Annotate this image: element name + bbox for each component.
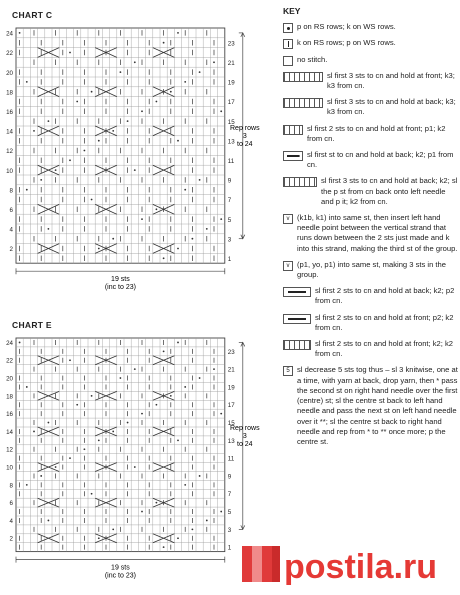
purl-stitch <box>141 110 143 112</box>
row-number: 22 <box>6 50 13 58</box>
row-number: 23 <box>227 40 235 48</box>
row-number: 8 <box>9 482 13 490</box>
purl-stitch <box>48 520 50 522</box>
blank-icon <box>283 56 293 66</box>
key-text: k on RS rows; p on WS rows. <box>297 38 396 48</box>
purl-stitch <box>98 439 100 441</box>
purl-stitch <box>163 42 165 44</box>
purl-stitch <box>84 150 86 152</box>
key-text: sl first 2 sts to cn and hold at back; k2; p2 from cn. <box>315 286 455 306</box>
key-text: sl first 2 sts to cn and hold at front; k2; k2 from cn. <box>315 339 454 359</box>
purl-stitch <box>33 130 35 132</box>
key-item-no-stitch <box>283 55 458 65</box>
key-text: (p1, yo, p1) into same st, making 3 sts in the group. <box>297 259 446 280</box>
row-number: 23 <box>227 348 235 356</box>
purl-stitch <box>170 91 172 93</box>
cable-4-front-icon <box>283 340 311 350</box>
purl-stitch <box>177 439 179 441</box>
row-number: 21 <box>227 366 235 374</box>
row-number: 5 <box>227 216 232 224</box>
key-item-cable-4-front <box>283 339 458 359</box>
watermark-text: postila.ru <box>284 548 438 586</box>
row-number: 4 <box>9 517 13 525</box>
key-text: sl first 2 sts to cn and hold at front; p1; k2 from cn. <box>307 123 446 143</box>
purl-stitch <box>98 140 100 142</box>
row-number: 11 <box>227 455 235 463</box>
row-number: 1 <box>227 256 232 264</box>
row-number: 22 <box>6 357 13 365</box>
purl-stitch <box>134 368 136 370</box>
cable-4-front-purl-icon <box>283 314 311 324</box>
purl-stitch <box>177 32 179 34</box>
logo-mark-icon <box>242 546 280 582</box>
purl-stitch <box>76 101 78 103</box>
purl-stitch <box>112 130 114 132</box>
purl-stitch <box>98 537 100 539</box>
row-number: 3 <box>227 236 232 244</box>
row-number: 16 <box>6 109 13 117</box>
key-item-cable-6-back <box>283 97 458 117</box>
key-text: sl first 3 sts to cn and hold at front; k3; k3 from cn. <box>327 70 455 91</box>
purl-stitch <box>112 238 114 240</box>
key-item-inc-v <box>283 213 458 254</box>
key-item-dec-5 <box>283 365 458 447</box>
key-item-inc-v2 <box>283 260 458 280</box>
purl-stitch <box>127 422 129 424</box>
row-number: 10 <box>6 464 13 472</box>
purl-stitch <box>192 528 194 530</box>
row-number: 19 <box>227 79 235 87</box>
key-item-knit <box>283 38 458 48</box>
purl-stitch <box>156 502 158 504</box>
chart-e-rep-label-3: to 24 <box>237 440 253 448</box>
dec-5-icon: 5 <box>283 366 293 376</box>
row-number: 24 <box>6 30 13 38</box>
row-number: 20 <box>6 375 13 383</box>
purl-stitch <box>98 248 100 250</box>
cable-4-back-purl-icon <box>283 287 311 297</box>
purl-stitch <box>141 218 143 220</box>
purl-stitch <box>177 248 179 250</box>
purl-stitch <box>19 32 21 34</box>
purl-stitch <box>199 71 201 73</box>
purl-stitch <box>69 457 71 459</box>
purl-stitch <box>134 466 136 468</box>
chart-e-inc-label: (inc to 23) <box>104 572 136 580</box>
purl-stitch <box>220 218 222 220</box>
row-number: 15 <box>227 420 235 428</box>
key-text: no stitch. <box>297 54 328 64</box>
purl-stitch <box>55 169 57 171</box>
key-item-cable-6-front <box>283 71 458 91</box>
purl-stitch <box>91 199 93 201</box>
key-item-cable-4-front-purl <box>283 313 458 333</box>
row-number: 9 <box>227 177 232 185</box>
purl-stitch <box>26 484 28 486</box>
row-number: 18 <box>6 89 13 97</box>
purl-stitch <box>134 61 136 63</box>
purl-stitch <box>177 537 179 539</box>
key-text: sl first 3 sts to cn and hold at back; k3; k3 from cn. <box>327 97 456 117</box>
purl-stitch <box>40 475 42 477</box>
inc-v2-icon: v <box>283 261 293 271</box>
row-number: 14 <box>6 128 13 136</box>
purl-stitch <box>120 71 122 73</box>
key-item-cable-3-front-purl <box>283 124 458 144</box>
purl-stitch <box>26 81 28 83</box>
cable-3-back-purl-icon <box>283 151 303 161</box>
key-item-cable-5-back <box>283 176 458 207</box>
chart-e-rep-label: Rep rows <box>230 424 260 432</box>
chart-c-sts-label: 19 sts <box>111 276 130 284</box>
chart-e-grid <box>16 338 225 552</box>
row-number: 1 <box>227 544 232 552</box>
row-number: 19 <box>227 384 235 392</box>
purl-stitch <box>69 52 71 54</box>
row-number: 13 <box>227 138 235 146</box>
row-number: 21 <box>227 60 235 68</box>
purl-stitch <box>199 179 201 181</box>
cable-3-front-purl-icon <box>283 125 303 135</box>
purl-stitch <box>76 404 78 406</box>
purl-stitch <box>112 528 114 530</box>
purl-stitch <box>84 448 86 450</box>
purl-stitch <box>26 386 28 388</box>
chart-c-grid <box>16 28 225 263</box>
purl-stitch <box>69 159 71 161</box>
inc-v-icon: v <box>283 214 293 224</box>
dot-icon <box>283 23 293 33</box>
key-title: KEY <box>283 6 301 16</box>
chart-e-left-row-numbers <box>6 340 13 543</box>
purl-stitch <box>156 404 158 406</box>
row-number: 12 <box>6 148 13 156</box>
row-number: 13 <box>227 437 235 445</box>
chart-c-left-row-numbers <box>6 31 13 254</box>
purl-stitch <box>69 359 71 361</box>
row-number: 15 <box>227 118 235 126</box>
chart-c-rep-label-3: to 24 <box>237 140 253 148</box>
key-text: p on RS rows; k on WS rows. <box>297 22 396 32</box>
purl-stitch <box>48 120 50 122</box>
bar-icon <box>283 39 293 49</box>
row-number: 11 <box>227 158 235 166</box>
key-text: sl decrease 5 sts tog thus – sl 3 knitwise, one at a time, with yarn at back, drop yarn, then * pass the second st on right hand needle over the first (centre) st; sl the centre st back to left hand needle and pass the next st on left hand needle over it **; sl the centre st back to right hand needle and rep from * to ** once more; p the centre st. <box>297 365 458 446</box>
purl-stitch <box>91 395 93 397</box>
chart-c-title: CHART C <box>12 10 53 20</box>
purl-stitch <box>170 395 172 397</box>
purl-stitch <box>177 140 179 142</box>
purl-stitch <box>213 61 215 63</box>
row-number: 7 <box>227 197 232 205</box>
purl-stitch <box>213 368 215 370</box>
cable-6-front-icon <box>283 72 323 82</box>
row-number: 20 <box>6 69 13 77</box>
purl-stitch <box>19 342 21 344</box>
purl-stitch <box>163 257 165 259</box>
key-text: sl first 2 sts to cn and hold at front; p2; k2 from cn. <box>315 312 454 332</box>
chart-e-sts-label: 19 sts <box>111 564 130 572</box>
row-number: 14 <box>6 428 13 436</box>
key-panel <box>283 6 458 453</box>
purl-stitch <box>112 431 114 433</box>
row-number: 4 <box>9 226 13 234</box>
purl-stitch <box>48 422 50 424</box>
row-number: 3 <box>227 526 232 534</box>
chart-e-title: CHART E <box>12 320 52 330</box>
row-number: 24 <box>6 339 13 347</box>
chart-c-rep-label: Rep rows <box>230 124 260 132</box>
cable-6-back-icon <box>283 98 323 108</box>
purl-stitch <box>192 238 194 240</box>
purl-stitch <box>141 413 143 415</box>
chart-c-rep-label-2: 3 <box>242 132 247 140</box>
cable-5-back-icon <box>283 177 317 187</box>
purl-stitch <box>91 493 93 495</box>
purl-stitch <box>33 431 35 433</box>
key-text: sl first st to cn and hold at back; k2; p1 from cn. <box>307 150 454 170</box>
purl-stitch <box>220 413 222 415</box>
purl-stitch <box>127 120 129 122</box>
purl-stitch <box>184 81 186 83</box>
row-number: 6 <box>9 207 13 215</box>
key-text: sl first 3 sts to cn and hold at back; k2; sl the p st from cn back onto left needle and p it; k2 from cn. <box>321 176 458 206</box>
chart-c <box>0 20 283 315</box>
key-item-cable-3-back-purl <box>283 150 458 170</box>
purl-stitch <box>134 169 136 171</box>
purl-stitch <box>48 228 50 230</box>
purl-stitch <box>206 520 208 522</box>
key-text: (k1b, k1) into same st, then insert left hand needle point between the vertical strand that runs down between the 2 sts just made and k into this strand, making the third st of the group. <box>297 213 458 253</box>
purl-stitch <box>220 511 222 513</box>
row-number: 2 <box>9 535 13 543</box>
row-number: 17 <box>227 402 235 410</box>
chart-c-right-row-numbers <box>228 40 235 263</box>
chart-e-right-row-numbers <box>228 349 235 552</box>
row-number: 18 <box>6 393 13 401</box>
row-number: 6 <box>9 500 13 508</box>
row-number: 12 <box>6 446 13 454</box>
chart-c-width-bracket <box>16 268 225 274</box>
row-number: 2 <box>9 246 13 254</box>
row-number: 5 <box>227 509 232 517</box>
chart-e-width-bracket <box>16 557 225 563</box>
purl-stitch <box>156 101 158 103</box>
purl-stitch <box>163 546 165 548</box>
purl-stitch <box>40 179 42 181</box>
row-number: 17 <box>227 99 235 107</box>
purl-stitch <box>55 466 57 468</box>
chart-c-inc-label: (inc to 23) <box>104 284 136 292</box>
row-number: 10 <box>6 167 13 175</box>
purl-stitch <box>163 350 165 352</box>
purl-stitch <box>184 189 186 191</box>
purl-stitch <box>120 377 122 379</box>
chart-e-rep-label-2: 3 <box>242 432 247 440</box>
row-number: 16 <box>6 411 13 419</box>
key-item-purl <box>283 22 458 32</box>
row-number: 7 <box>227 491 232 499</box>
purl-stitch <box>26 189 28 191</box>
key-item-cable-4-back-purl <box>283 286 458 306</box>
purl-stitch <box>141 511 143 513</box>
purl-stitch <box>206 228 208 230</box>
row-number: 9 <box>227 473 232 481</box>
purl-stitch <box>184 484 186 486</box>
purl-stitch <box>220 110 222 112</box>
row-number: 8 <box>9 187 13 195</box>
purl-stitch <box>156 208 158 210</box>
purl-stitch <box>177 342 179 344</box>
purl-stitch <box>199 475 201 477</box>
purl-stitch <box>91 91 93 93</box>
watermark-logo <box>240 536 460 593</box>
purl-stitch <box>199 377 201 379</box>
purl-stitch <box>184 386 186 388</box>
